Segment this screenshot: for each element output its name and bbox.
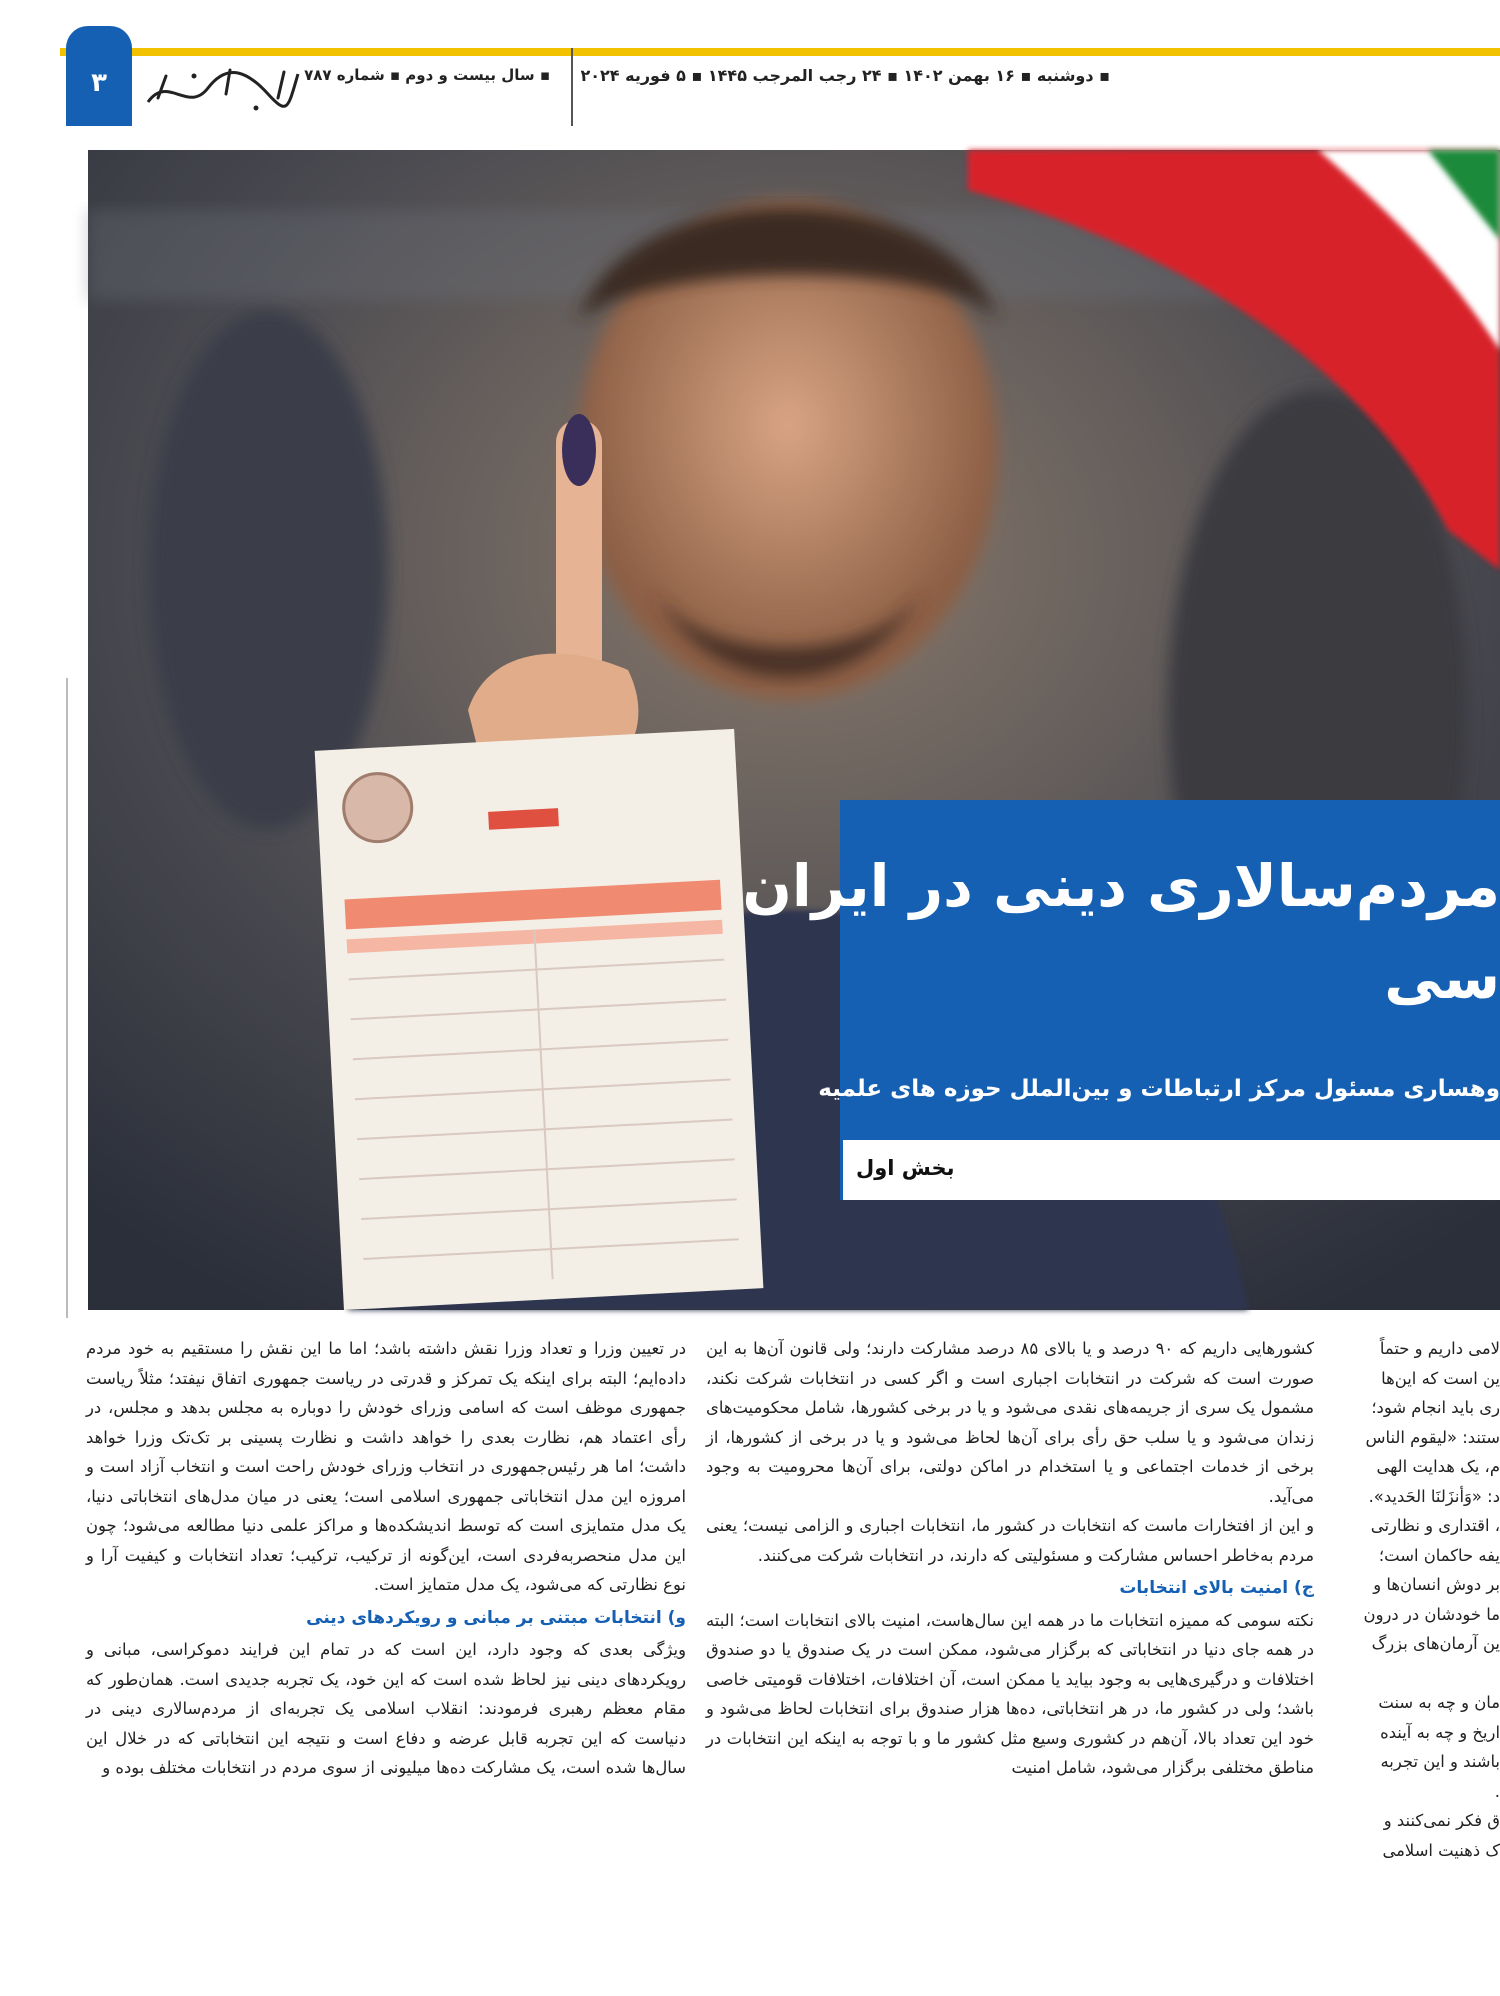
subheadline: وهساری مسئول مرکز ارتباطات و بین‌الملل حوزه های علمیه xyxy=(818,1076,1500,1102)
section-label: بخش اول xyxy=(856,1156,955,1180)
paragraph: نکته سومی که ممیزه انتخابات ما در همه این سال‌هاست، امنیت بالای انتخابات است؛ البته در همه جای دنیا در انتخاباتی که برگزار می‌شود، ممکن است در یک صندوق یا دو صندوق اختلافات و درگیری‌هایی به وجود بیاید یا ممکن است، آن اختلافات، اختلافات قومیتی خاصی باشد؛ ولی در کشور ما، در هر انتخاباتی، ده‌ها هزار صندوق برای انتخابات لحاظ می‌شود و خود این تعداد بالا، آن‌هم در کشوری وسیع مثل کشور ما و با توجه به اینکه این انتخابات در مناطق مختلفی برگزار می‌شود، شامل امنیت xyxy=(706,1610,1314,1777)
text-line: باشند و این تجربه xyxy=(1380,1752,1500,1771)
paragraph: ویژگی بعدی که وجود دارد، این است که در تمام این فرایند دموکراسی، مبانی و رویکردهای دینی نیز لحاظ شده است که این خود، یک تجربه جدیدی است. همان‌طور که مقام معظم رهبری فرمودند: انقلاب اسلامی یک تجربه‌ای از مردم‌سالاری دینی در دنیاست که این تجربه قابل عرضه و دفاع است و نتیجه این انتخاباتی که در خلال این سال‌ها شده است، یک مشارکت ده‌ها میلیونی از سوی مردم در انتخابات مختلف بوده و xyxy=(86,1640,686,1777)
text-line: مان و چه به سنت xyxy=(1378,1693,1500,1712)
text-line: ک ذهنیت اسلامی xyxy=(1382,1840,1500,1860)
text-line: ین است که این‌ها xyxy=(1381,1368,1500,1388)
text-line: لامی داریم و حتماً xyxy=(1379,1339,1500,1358)
text-line: . xyxy=(1494,1781,1500,1801)
text-line xyxy=(1342,1659,1500,1689)
text-line: ق فکر نمی‌کنند و xyxy=(1383,1811,1500,1830)
subheading: و) انتخابات مبتنی بر مبانی و رویکردهای دینی xyxy=(306,1607,686,1628)
date-line: ▪ دوشنبه ▪ ۱۶ بهمن ۱۴۰۲ ▪ ۲۴ رجب المرجب ۱۴۴۵ ▪ ۵ فوریه ۲۰۲۴ xyxy=(580,66,1110,85)
article-column-middle xyxy=(706,1334,1314,1783)
side-rule xyxy=(66,678,68,1318)
headline-continued: سی xyxy=(1384,944,1500,1012)
paragraph: کشورهایی داریم که ۹۰ درصد و یا بالای ۸۵ درصد مشارکت دارند؛ ولی قانون آن‌ها به این صورت است که شرکت در انتخابات اجباری است و اگر کسی در انتخابات شرکت نکند، مشمول یک سری از جریمه‌های نقدی می‌شود و یا در برخی کشورها، شامل محکومیت‌های زندان می‌شود و یا سلب حق رأی برای آن‌ها لحاظ می‌شود و یا در برخی از کشورها، از برخی از خدمات اجتماعی و یا استخدام در اماکن دولتی، برای آن‌ها محرومیت به وجود می‌آید. xyxy=(706,1339,1314,1506)
text-line: ین آرمان‌های بزرگ xyxy=(1371,1634,1500,1653)
article-column-left xyxy=(86,1334,686,1783)
text-line: بر دوش انسان‌ها و xyxy=(1373,1575,1500,1594)
masthead-logo xyxy=(138,54,306,120)
text-line: اریخ و چه به آینده xyxy=(1380,1722,1500,1742)
headline: مردم‌سالاری دینی در ایران xyxy=(742,852,1500,920)
subheading: ج) امنیت بالای انتخابات xyxy=(1119,1578,1314,1598)
text-line: ستند: «لیقوم الناس xyxy=(1365,1427,1500,1447)
text-line: ری باید انجام شود؛ xyxy=(1371,1398,1500,1417)
text-line: ما خودشان در درون xyxy=(1363,1604,1500,1624)
text-line: یفه حاکمان است؛ xyxy=(1378,1545,1500,1565)
header-divider xyxy=(571,48,573,126)
paragraph: و این از افتخارات ماست که انتخابات در کشور ما، انتخابات اجباری و الزامی نیست؛ یعنی مردم به‌خاطر احساس مشارکت و مسئولیتی که دارند، در انتخابات شرکت می‌کنند. xyxy=(706,1516,1314,1565)
issue-info: ▪ سال بیست و دوم ▪ شماره ۷۸۷ xyxy=(304,66,550,84)
article-column-right xyxy=(1342,1334,1500,1865)
text-line: د: «وَأنزَلنَا الحَدید». xyxy=(1368,1486,1500,1506)
text-line: م، یک هدایت الهی xyxy=(1376,1457,1500,1476)
text-line: ، اقتداری و نظارتی xyxy=(1370,1516,1500,1535)
paragraph: در تعیین وزرا و تعداد وزرا نقش داشته باشد؛ اما ما این نقش را مستقیم به خود مردم داده‌ایم؛ البته برای اینکه یک تمرکز و قدرتی در ریاست جمهوری اتفاق نیفتد؛ مثلاً ریاست جمهوری موظف است که اسامی وزرای خودش را دوباره به مجلس بدهد و مجلس، در رأی اعتماد هم، نظارت بعدی را خواهد داشت و نظارت پسینی بر تک‌تک وزرا خواهد داشت؛ اما هر رئیس‌جمهوری در انتخاب وزرای خودش راحت است و انتخاب آزاد است و امروزه این مدل انتخاباتی جمهوری اسلامی است؛ یعنی در میان مدل‌های انتخاباتی دنیا، یک مدل متمایزی است که توسط اندیشکده‌ها و مراکز علمی دنیا مطالعه می‌شود؛ چون این مدل منحصربه‌فردی است، این‌گونه از ترکیب، ترکیب؛ تعداد انتخابات و کیفیت آرا و نوع نظارتی که می‌شود، یک مدل متمایز است. xyxy=(86,1339,686,1594)
page-number: ۳ xyxy=(66,26,132,126)
